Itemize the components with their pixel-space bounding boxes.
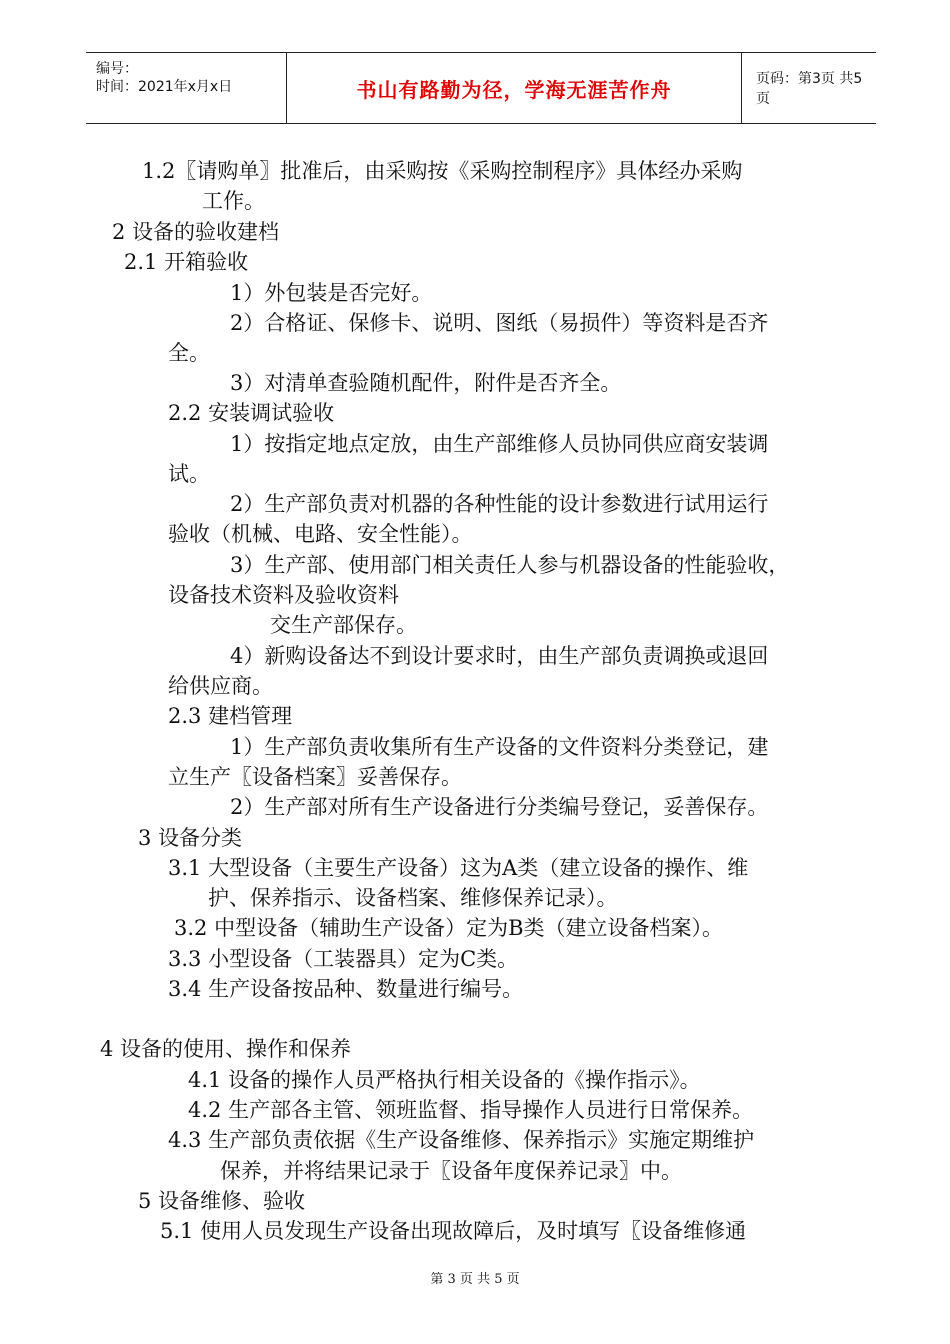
section-heading: 4 设备的使用、操作和保养	[100, 1037, 352, 1061]
header-page-info: 页码：第3页 共5页	[756, 71, 863, 107]
section-heading: 2 设备的验收建档	[112, 220, 280, 244]
body-line: 保养，并将结果记录于〖设备年度保养记录〗中。	[220, 1159, 682, 1183]
page-header	[86, 52, 876, 124]
document-number-label: 编号：	[96, 61, 138, 77]
section-heading: 3 设备分类	[138, 826, 243, 850]
body-line: 2）合格证、保修卡、说明、图纸（易损件）等资料是否齐	[230, 311, 769, 335]
body-line: 4.3 生产部负责依据《生产设备维修、保养指示》实施定期维护	[168, 1128, 755, 1152]
body-line: 4.1 设备的操作人员严格执行相关设备的《操作指示》。	[188, 1068, 701, 1092]
body-line: 3）生产部、使用部门相关责任人参与机器设备的性能验收，	[230, 553, 790, 577]
body-line: 1）外包装是否完好。	[230, 281, 433, 305]
body-line: 护、保养指示、设备档案、维修保养记录）。	[208, 886, 618, 910]
body-line: 立生产〖设备档案〗妥善保存。	[168, 765, 462, 789]
body-line: 2）生产部负责对机器的各种性能的设计参数进行试用运行	[230, 492, 769, 516]
body-line: 试。	[168, 462, 210, 486]
body-line: 5.1 使用人员发现生产设备出现故障后，及时填写〖设备维修通	[160, 1219, 747, 1243]
body-line: 1.2〖请购单〗批准后，由采购按《采购控制程序》具体经办采购	[142, 159, 743, 183]
subsection-heading: 2.1 开箱验收	[124, 250, 249, 274]
header-page-cell	[742, 53, 876, 123]
body-line: 交生产部保存。	[270, 613, 417, 637]
document-time-label: 时间：2021年x月x日	[96, 79, 233, 95]
header-motto-cell	[286, 53, 742, 123]
page-footer: 第 3 页 共 5 页	[430, 1272, 520, 1287]
header-left-cell	[86, 53, 286, 123]
body-line: 1）生产部负责收集所有生产设备的文件资料分类登记，建	[230, 735, 769, 759]
header-motto: 书山有路勤为径，学海无涯苦作舟	[356, 77, 672, 102]
body-line: 2）生产部对所有生产设备进行分类编号登记，妥善保存。	[230, 795, 769, 819]
body-line: 设备技术资料及验收资料	[168, 583, 399, 607]
section-heading: 5 设备维修、验收	[138, 1189, 306, 1213]
subsection-heading: 2.3 建档管理	[168, 704, 293, 728]
body-line: 1）按指定地点定放，由生产部维修人员协同供应商安装调	[230, 432, 769, 456]
subsection-heading: 2.2 安装调试验收	[168, 401, 335, 425]
body-line: 3.3 小型设备（工装器具）定为C类。	[168, 947, 519, 971]
body-line: 3.4 生产设备按品种、数量进行编号。	[168, 977, 524, 1001]
body-line: 全。	[168, 341, 210, 365]
body-line: 验收（机械、电路、安全性能）。	[168, 522, 473, 546]
body-line: 3.2 中型设备（辅助生产设备）定为B类（建立设备档案）。	[174, 916, 724, 940]
body-line: 给供应商。	[168, 674, 273, 698]
body-line: 4.2 生产部各主管、领班监督、指导操作人员进行日常保养。	[188, 1098, 754, 1122]
body-line: 工作。	[202, 189, 265, 213]
body-line: 4）新购设备达不到设计要求时，由生产部负责调换或退回	[230, 644, 769, 668]
body-line: 3）对清单查验随机配件，附件是否齐全。	[230, 371, 622, 395]
body-line: 3.1 大型设备（主要生产设备）这为A类（建立设备的操作、维	[168, 856, 749, 880]
